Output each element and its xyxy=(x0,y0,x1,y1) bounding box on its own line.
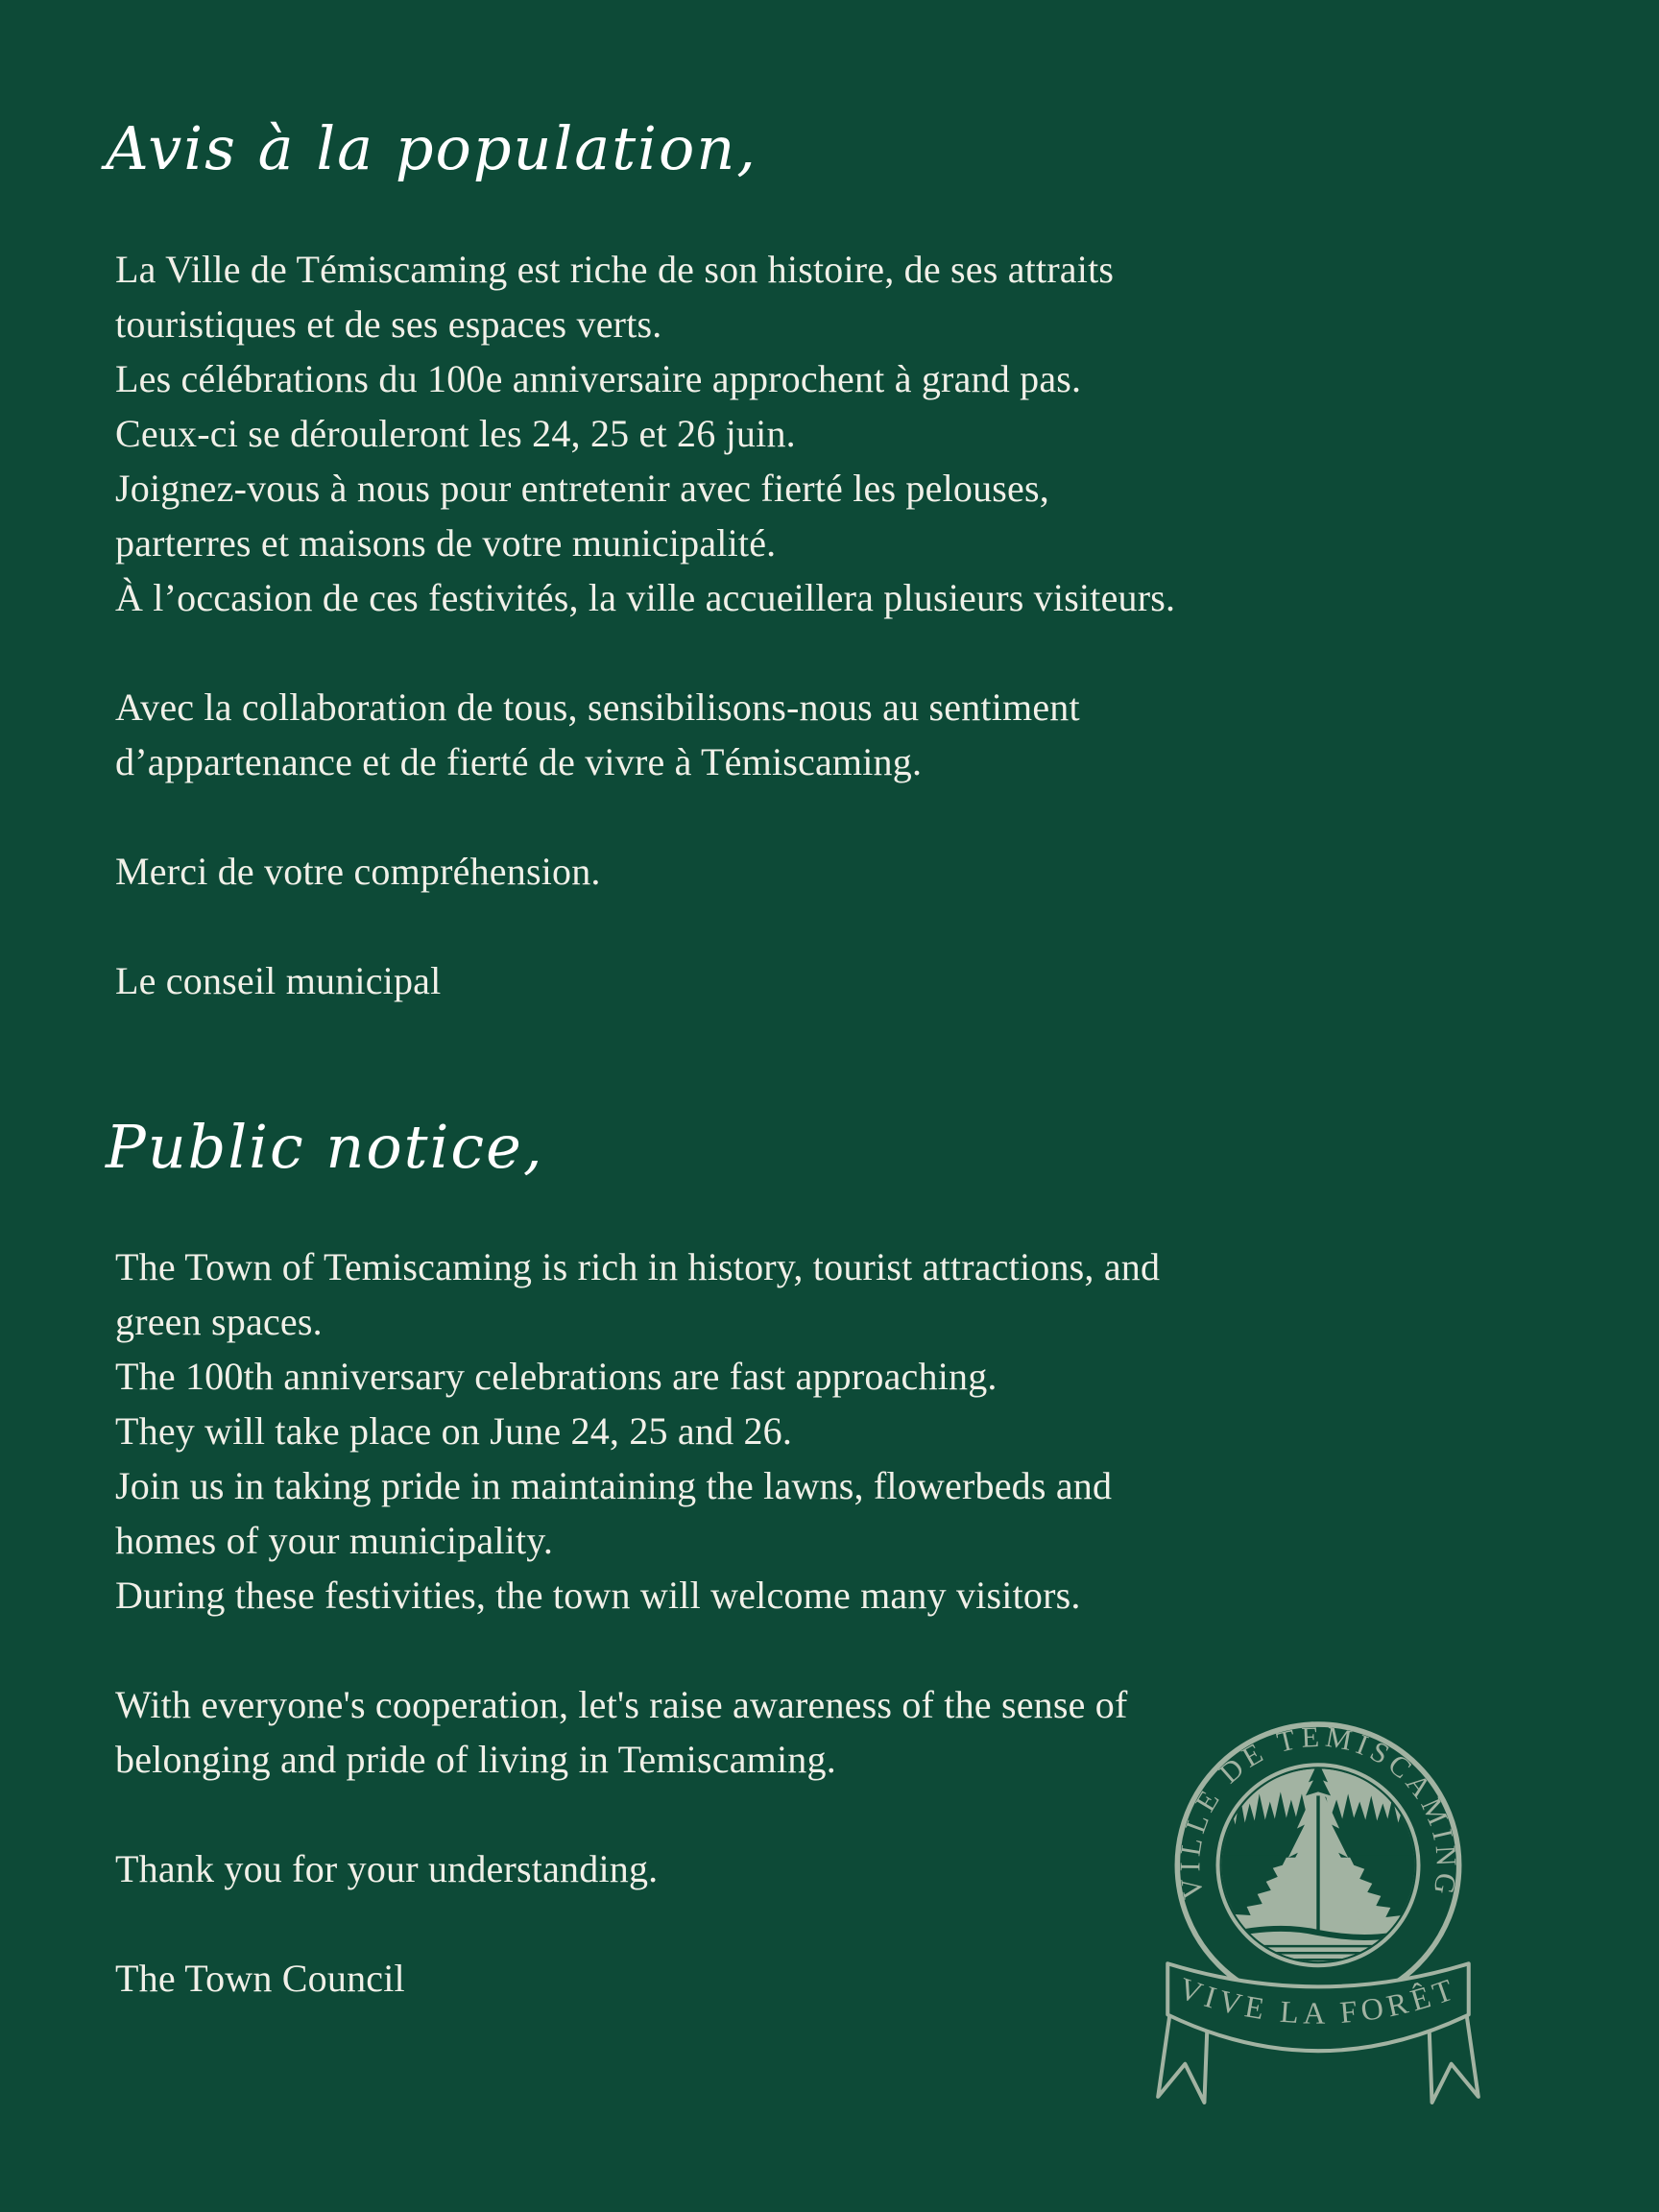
text-line: parterres et maisons de votre municipalité. xyxy=(115,521,777,565)
forest-scene-icon xyxy=(1222,1753,1415,1961)
text-line: During these festivities, the town will welcome many visitors. xyxy=(115,1574,1081,1617)
paragraph xyxy=(115,680,1175,789)
town-seal-logo xyxy=(1144,1711,1492,2116)
text-line: La Ville de Témiscaming est riche de son histoire, de ses attraits xyxy=(115,248,1115,291)
french-body xyxy=(115,242,1175,1008)
text-line: Le conseil municipal xyxy=(115,959,442,1002)
text-line: green spaces. xyxy=(115,1300,323,1343)
text-line: belonging and pride of living in Temiscaming. xyxy=(115,1738,836,1781)
paragraph xyxy=(115,844,1175,899)
seal-banner-text: VIVE LA FORÊT xyxy=(1174,1970,1462,2031)
french-heading: Avis à la population, xyxy=(106,113,757,183)
paragraph xyxy=(115,953,1175,1008)
text-line: The Town Council xyxy=(115,1957,405,2000)
english-heading: Public notice, xyxy=(106,1112,544,1182)
text-line: homes of your municipality. xyxy=(115,1519,554,1562)
text-line: Thank you for your understanding. xyxy=(115,1847,659,1890)
text-line: Join us in taking pride in maintaining the lawns, flowerbeds and xyxy=(115,1464,1113,1507)
text-line: Joignez-vous à nous pour entretenir avec fierté les pelouses, xyxy=(115,467,1049,510)
english-body xyxy=(115,1239,1160,2006)
paragraph xyxy=(115,1841,1160,1896)
text-line: Avec la collaboration de tous, sensibilisons-nous au sentiment xyxy=(115,685,1080,729)
text-line: They will take place on June 24, 25 and 26. xyxy=(115,1409,793,1453)
text-line: The 100th anniversary celebrations are fast approaching. xyxy=(115,1355,998,1398)
text-line: Les célébrations du 100e anniversaire approchent à grand pas. xyxy=(115,357,1082,400)
paragraph xyxy=(115,242,1175,625)
text-line: With everyone's cooperation, let's raise awareness of the sense of xyxy=(115,1683,1128,1726)
text-line: Merci de votre compréhension. xyxy=(115,850,601,893)
text-line: The Town of Temiscaming is rich in history, tourist attractions, and xyxy=(115,1245,1161,1288)
paragraph xyxy=(115,1951,1160,2006)
paragraph xyxy=(115,1239,1160,1623)
text-line: Ceux-ci se dérouleront les 24, 25 et 26 juin. xyxy=(115,412,796,455)
paragraph xyxy=(115,1677,1160,1787)
text-line: d’appartenance et de fierté de vivre à Témiscaming. xyxy=(115,740,923,783)
text-line: touristiques et de ses espaces verts. xyxy=(115,302,662,346)
seal-arc-text: VILLE DE TÉMISCAMING xyxy=(1173,1719,1464,1902)
banner-ribbon-icon xyxy=(1158,1963,1479,2103)
text-line: À l’occasion de ces festivités, la ville accueillera plusieurs visiteurs. xyxy=(115,576,1176,619)
